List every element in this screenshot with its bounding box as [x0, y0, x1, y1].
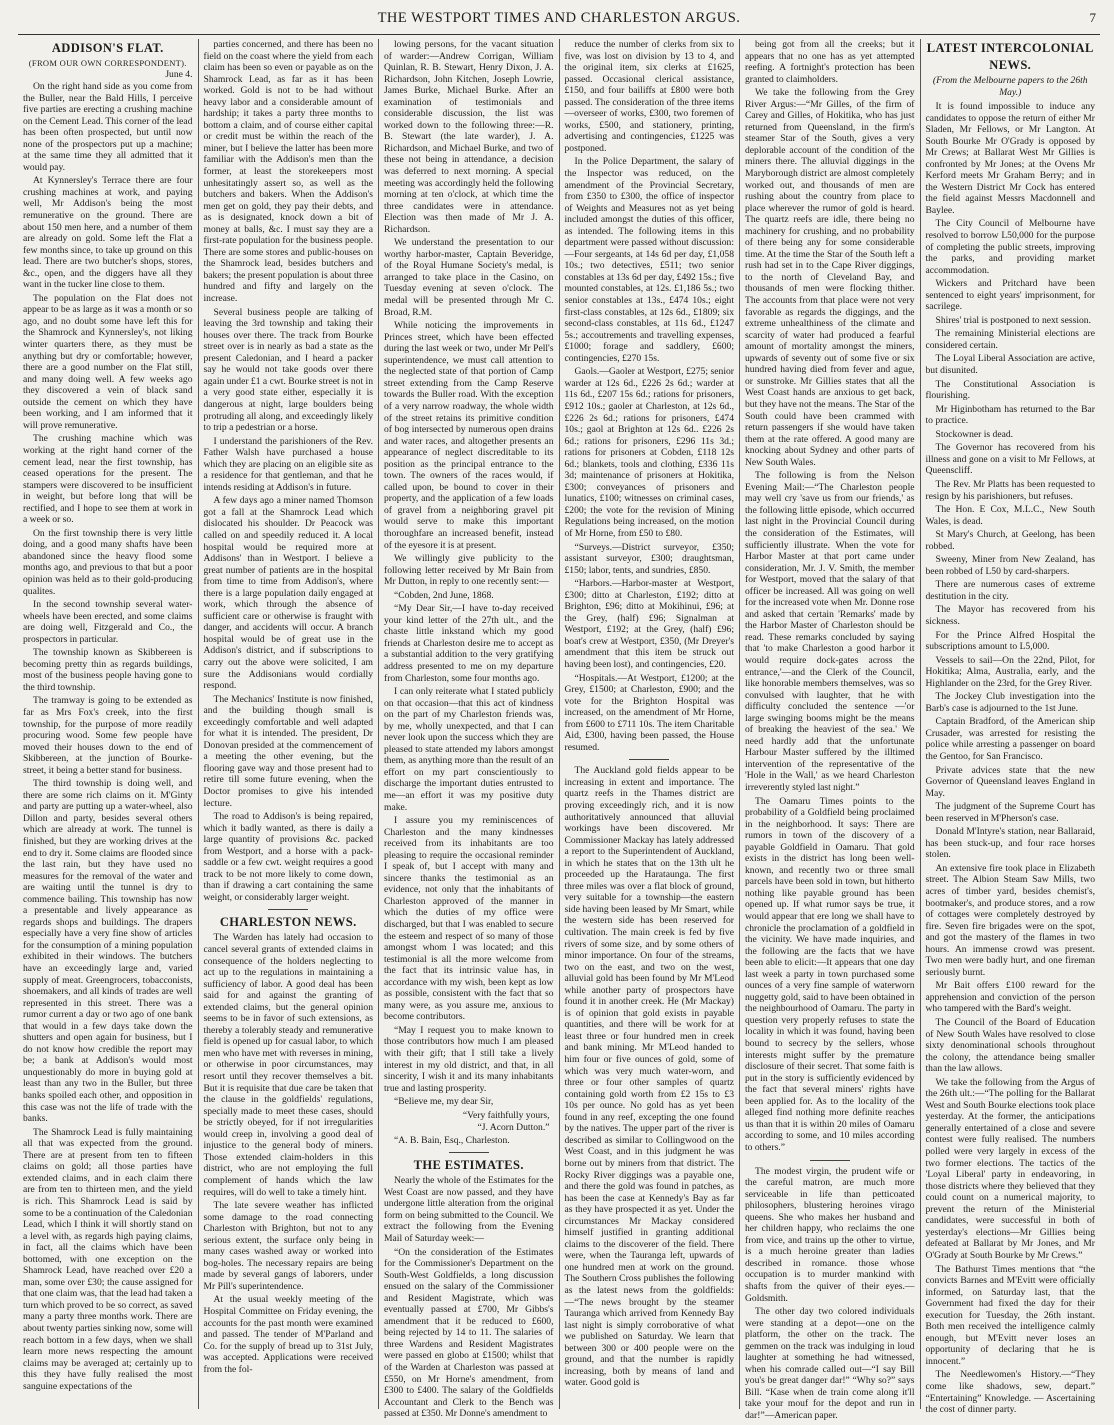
paragraph: At Kynnersley's Terrace there are four crushing machines at work, and paying well, Mr Addison's being the most remunerative on the ground. There are about 150 men here, and a number of them are already on gold. Some left the Flat a few months since, to take up ground on this lead. There are two butcher's shops, stores, &c., open, and the diggers have all they want in the tucker line close to them. [23, 175, 193, 291]
paragraph: The Mechanics' Institute is now finished, and the building though small is exceedingly comfortable and well adapted for what it is intended. The president, Dr Donovan presided at the commencement of a meeting the other evening, but the flooring gave way and those present had to retire till some future evening, when the Doctor promises to give his intended lecture. [203, 693, 373, 809]
article-heading-news: NEWS. [989, 58, 1032, 72]
paragraph: The Oamaru Times points to the probability of a Goldfield being proclaimed in the neighborhood. It says: There are rumors in town of the discovery of a payable Goldfield in Oamaru. That gold exists in the district has long been well-known, and recently two or three small parcels have been sold in town, but hitherto nothing like payable ground has been opened up. If what rumor says be true, it would appear that ere long we shall have to chronicle the proclamation of a goldfield in the vicinity. We have made inquiries, and the following are the facts that we have been able to elicit:—It appears that one day last week a party in town purchased some ounces of a very fine sample of waterworn nuggetty gold, said to have been obtained in the neighbourhood of Oamaru. The party in question very properly refuses to state the locality in which it was found, having been bound to secrecy by the sellers, whose interests might suffer by the premature disclosure of their secret. That some faith is put in the story is sufficiently evidenced by the fact that several miners' rights have been applied for. As to the locality of the alleged find nothing more definite reaches us than that it is within 20 miles of Oamaru according to some, and 10 miles according to others.” [745, 795, 915, 1153]
paragraph: “My Dear Sir,—I have to-day received your kind letter of the 27th ult., and the chaste little inkstand which my good friends at Charleston desire me to accept as a substantial addition to the very gratifying address presented to me on my departure from Charleston, some four months ago. [384, 603, 554, 684]
paragraph: The other day two colored individuals were standing at a depot—one on the platform, the other on the track. The gemmen on the track was indulging in loud laughter at something he had witnessed, when his comrade called out—“I say Bill you's be great danger dar!” “Why so?” says Bill. “Kase when de train come along it'll take your mouf for the depot and run in dar!”—American paper. [745, 1306, 915, 1421]
paragraph: There are numerous cases of extreme destitution in the city. [925, 579, 1095, 602]
article-heading-charleston-news: CHARLESTON NEWS. [219, 915, 357, 930]
paragraph: The third township is doing well, and there are some rich claims on it. M'Ginty and party are putting up a water-wheel, also Dillon and party, besides several others which are already at work. The tunnel is finished, but they are working drives at the end to dry it. Some claims are flooded since the last rain, but they have used no measures for the removal of the water and are waiting until the tunnel is dry to commence bailing. This township has now a presentable and lively appearance as regards shops and buildings. The drapers especially have a very fine show of articles for the consumption of a mining population exhibited in their windows. The butchers have an exceedingly large and, varied supply of meat. Greengrocers, tobacconists, shoemakers, and all kinds of trades are well represented in this street. There was a rumor current a day or two ago of one bank that would in a few days take down the shutters and open again for business, but I do not know how credible the report may be; a bank at Addison's would most unquestionably do more in buying gold at least than any two in the Buller, but three banks spoiled each other, and opposition in this case was not the life of trade with the banks. [23, 778, 193, 1125]
paragraph: The township known as Skibbereen is becoming pretty thin as regards buildings, most of the business people having gone to the third township. [23, 647, 193, 693]
paragraph: The judgment of the Supreme Court has been reserved in M'Pherson's case. [925, 801, 1095, 824]
paragraph: The Council of the Board of Education of New South Wales have resolved to close sixty denominational schools throughout the colony, the attendance being smaller than the law allows. [925, 1017, 1095, 1075]
article-body [384, 1175, 554, 1419]
paragraph: Nearly the whole of the Estimates for the West Coast are now passed, and they have undergone little alteration from the original form on being submitted to the Council. We extract the following from the Evening Mail of Saturday week:— [384, 1175, 554, 1244]
paragraph: We understand the presentation to our worthy harbor-master, Captain Beveridge, of the Royal Humane Society's medal, is arranged to take place in the Casino, on Tuesday evening at seven o'clock. The medal will be presented through Mr C. Broad, R.M. [384, 237, 554, 318]
paragraph: The tramway is going to be extended as far as Mrs Fox's creek, into the first township, for the purpose of more readily procuring wood. Some few people have moved their houses down to the end of Skibbereen, at the junction of Bourke-street, it being a better stand for business. [23, 695, 193, 776]
paragraph: Mr Higinbotham has returned to the Bar to practice. [925, 403, 1095, 427]
paragraph: “Surveys.—District surveyor, £350; assistant surveyor, £300; draughtsman, £150; labor, tents, and sundries, £850. [564, 541, 734, 576]
paragraph: The following is from the Nelson Evening Mail:—“The Charleston people may well cry 'save us from our friends,' as the following little episode, which occurred last night in the Provincial Council during the consideration of the Estimates, will sufficiently illustrate. When the vote for Harbor Master at that port came under consideration, Mr. J. V. Smith, the member for Westport, moved that the salary of that officer be increased. All was going on well for the increased vote when Mr. Donne rose and asked that certain 'Remarks' made by the Harbor Master of Charleston should be read. These remarks concluded by saying that 'to make Charleston a good harbor it would require dock-gates across the entrance,'—and the Clerk of the Council, like honorable members themselves, was so convulsed with laughter, that he with difficulty concluded the sentence —'or large swinging booms might be the means of breaking the heaviest of the sea.' We need hardly add that the unfortunate Harbour Master suffered by the illtimed intervention of the representative of the 'Hole in the Wall,' as we heard Charleston irreverently styled last night.” [745, 470, 915, 793]
source-byline: (From the Melbourne papers to the 26th May.) [932, 75, 1088, 98]
column-6 [921, 39, 1101, 1416]
paragraph: The Governor has recovered from his illness and gone on a visit to Mr Fellows, at Queenscliff. [925, 442, 1095, 477]
paragraph: “Cobden, 2nd June, 1868. [394, 589, 494, 601]
article-heading-addisons-flat: ADDISON'S FLAT. [51, 41, 164, 55]
paragraph: The road to Addison's is being repaired, which it badly wanted, as there is daily a large quantity of provisions &c. packed from Westport, and a horse with a pack-saddle or a few cwt. weight requires a good track to be not more likely to come down, than if drawing a cart containing the same weight, or considerably larger weight. [203, 811, 373, 903]
paragraph: Captain Bradford, of the American ship Crusader, was arrested for resisting the police while arresting a passenger on board the Gentoo, for San Francisco. [925, 716, 1095, 762]
paragraph: being got from all the creeks; but it appears that no one has as yet attempted reefing. A fortnight's protection has been granted to claimholders. [745, 39, 915, 85]
masthead [18, 8, 1100, 35]
dateline: June 4. [165, 69, 193, 80]
paragraph: Shires' trial is postponed to next session. [935, 314, 1091, 326]
paragraph: Private advices state that the new Governor of Queensland leaves England in May. [925, 764, 1095, 799]
article-body [565, 39, 735, 753]
paragraph: reduce the number of clerks from six to five, was lost on division by 13 to 4, and the original item, six clerks at £1625, passed. Occasional clerical assistance, £150, and four bailiffs at £800 were both passed. The consideration of the three items—overseer of works, £300, two foremen of works, £500, and stationery, printing, advertising and contingencies, £1225 was postponed. [564, 39, 734, 154]
paragraph: The remaining Ministerial elections are considered certain. [925, 328, 1095, 351]
column-1 [18, 39, 199, 1409]
paragraph: Wickers and Pritchard have been sentenced to eight years' imprisonment, for sacrilege. [925, 278, 1095, 313]
article-heading-estimates: THE ESTIMATES. [413, 1158, 524, 1173]
article-body [926, 101, 1096, 1416]
paragraph: The Bathurst Times mentions that “the convicts Barnes and M'Evitt were officially informed, on Saturday last, that the Government had fixed the day for their execution for Tuesday, the 26th instant. Both men received the intelligence calmly enough, but M'Evitt never loses an opportunity of declaring that he is innocent.” [925, 1263, 1095, 1367]
paragraph: We take the following from the Argus of the 26th ult.:—“The polling for the Ballarat West and South Bourke elections took place yesterday. At the former, the anticipations generally entertained of a close and severe contest were fully realised. The numbers polled were very largely in excess of the two former elections. The tactics of the 'Loyal Liberal' party in endeavoring, in those districts where they believed that they could count on a numerical majority, to prevent the return of the Ministerial candidates, were successful in both of yesterday's elections—Mr Gillies being defeated at Ballarat by Mr Jones, and Mr O'Grady at South Bourke by Mr Crews.” [925, 1076, 1095, 1261]
paragraph: The Warden has lately had occasion to cancel several grants of extended claims in consequence of the holders neglecting to act up to the regulations in maintaining a sufficiency of labor. A good deal has been said for and against the granting of extended claims, but the general opinion seems to be in favor of such extensions, as thereby a tolerably steady and remunerative field is opened up for casual labor, to which men who have met with reverses in mining, or otherwise in poor circumstances, may resort until they recover themselves a bit. But it is requisite that due care be taken that the clause in the goldfields' regulations, specially made to meet these cases, should be strictly obeyed, for if not irregularities would creep in, involving a good deal of injustice to the general body of miners. Those extended claim-holders in this district, who are not employing the full complement of hands which the law requires, will do well to take a timely hint. [203, 932, 373, 1198]
paragraph: A few days ago a miner named Thomson got a fall at the Shamrock Lead which dislocated his shoulder. Dr Peacock was called on and speedily reduced it. A local hospital would be required more at Addisons' than in Westport. I believe a great number of patients are in the hospital from time to time from Addison's, where there is a large population daily engaged at work, which through the absence of sufficient care or otherwise is fraught with danger, and accidents will occur. A branch hospital would be of great use in the Addison's district, and if subscriptions to carry out the above were solicited, I am sure the Addisonians would cordially respond. [203, 495, 373, 692]
paragraph: “Harbors.—Harbor-master at Westport, £300; ditto at Charleston, £192; ditto at Brighton, £96; ditto at Mokihinui, £96; at the Grey, (half) £96; Signalman at Westport, £192; at the Grey, (half) £96; boat's crew at Westport, £350, (Mr Dreyer's amendment that this item be struck out having been lost), and contingencies, £20. [564, 578, 734, 670]
paragraph: parties concerned, and there has been no field on the coast where the yield from each claim has been so even or payable as on the Shamrock Lead, as far as it has been worked. Gold is not to be had without heavy labor and a considerable amount of hardship; it takes a party three months to bottom a claim, and of course either capital or credit must be within the reach of the miner, but I believe the latter has been more familiar with the Addison's men than the former, at least the storekeepers most unhesitatingly assert so, as well as the butchers and bakers. When the Addison's men get on gold, they pay their debts, and as is designated, knock down a bit of money at balls, &c. I must say they are a first-rate population for the business people. There are some stores and public-houses on the Shamrock lead, besides butchers and bakers; the present population is about three hundred and fifty and largely on the increase. [203, 39, 373, 305]
article-body [565, 765, 735, 1389]
divider [449, 1152, 489, 1153]
paragraph: The Needlewomen's History.—“They come like shadows, sew, depart.” “Entertaining” Knowledge. — Ascertaining the cost of dinner party. [925, 1369, 1095, 1416]
paragraph: The late severe weather has inflicted some damage to the road connecting Charleston with Brighton, but not to any serious extent, the surface only being in many cases washed away or worked into bog-holes. The necessary repairs are being made by several gangs of laborers, under Mr Pill's superintendence. [203, 1200, 373, 1292]
columns [18, 39, 1100, 1421]
article-body [23, 81, 193, 1392]
paragraph: “May I request you to make known to those contributors how much I am pleased with their gift; that I still take a lively interest in my old district, and that, in all sincerity, I wish it and its many inhabitants true and lasting prosperity. [384, 1024, 554, 1094]
paragraph: In the Police Department, the salary of the Inspector was reduced, on the amendment of the Provincial Secretary, from £350 to £300, the office of inspector of Weights and Measures not as yet being included amongst the duties of this officer, as intended. The following items in this department were passed without discussion:—Four sergeants, at 14s 6d per day, £1,058 10s.; two detectives, £511; two senior constables at 13s 6d per day, £492 15s.; five mounted constables, at 12s. £1,186 5s.; two senior constables at 13s., £474 10s.; eight first-class constables, at 12s 6d., £1809; six second-class constables, at 11s 6d., £1247 5s.; accoutrements and travelling expenses, £1000; forage and saddlery, £600; contingencies, £270 15s. [564, 156, 734, 364]
paragraph: The Constitutional Association is flourishing. [925, 378, 1095, 402]
paragraph: “Believe me, my dear Sir, [394, 1096, 494, 1108]
column-4 [560, 39, 741, 1409]
article-body [745, 39, 915, 1154]
article-body [204, 39, 374, 903]
paragraph: The City Council of Melbourne have resolved to borrow L50,000 for the purpose of completing the public streets, improving the parks, and providing market accommodation. [925, 218, 1095, 276]
paragraph: The Mayor has recovered from his sickness. [925, 604, 1095, 627]
paragraph: While noticing the improvements in Princes street, which have been effected during the last week or two, under Mr Pell's superintendence, we must call attention to the neglected state of that portion of Camp street extending from the Camp Reserve towards the Buller road. With the exception of a very narrow roadway, the whole width of the street retains its primitive condition of bog intersected by numerous open drains and water races, and altogether presents an appearance of neglect discreditable to its position as the principal entrance to the town. The owners of the races would, if called upon, be bound to cover in their property, and the application of a few loads of gravel from a neighboring gravel pit would serve to make this important thoroughfare an increased benefit, instead of the eyesore it is at present. [384, 320, 554, 551]
paragraph: The crushing machine which was working at the right hand corner of the cement lead, near the first township, has ceased operations for the present. The stampers were discovered to be insufficient in weight, but before long that will be rectified, and I hope to see them at work in a week or so. [23, 433, 193, 526]
paragraph: In the second township several water-wheels have been erected, and some claims are doing well, Fitzgerald and Co., the prospectors in particular. [23, 599, 193, 645]
paragraph: I assure you my reminiscences of Charleston and the many kindnesses received from its inhabitants are too pleasing to require the occasional reminder I speak of, but I accept with many and sincere thanks the testimonial as an evidence, not only that the inhabitants of Charleston approved of the manner in which the duties of my office were discharged, but that I was enabled to secure the esteem and respect of so many of those amongst whom I was located; and this testimonial is all the more welcome from the fact that its intrinsic value has, in accordance with my wish, been kept as low as possible, consistent with the fact that so many were, as you assure me, anxious to become contributors. [384, 815, 554, 1023]
paragraph: Donald M'Intyre's station, near Ballaraid, has been stuck-up, and four race horses stolen. [925, 826, 1095, 861]
paragraph: The Auckland gold fields appear to be increasing in extent and importance. The quartz reefs in the Thames district are proving exceedingly rich, and it is now authoritatively announced that alluvial workings have been discovered. Mr Commissioner Mackay has lately addressed a report to the Superintendent of Auckland, in which he states that on the 13th ult he proceeded up the Harataunga. The first three miles was over a flat block of ground, very suitable for a township—the eastern side having been leased by Mr Smart, while the western side has been reserved for cultivation. The main creek is fed by five rivers of some size, and by some others of minor importance. On four of the streams, two on the east, and two on the west, alluvial gold has been found by Mr M'Leod while another party of prospectors have found it in another creek. He (Mr Mackay) is of opinion that gold exists in payable quantities, and there will be work for at least three or four hundred men in creek and bank mining. Mr M'Leod handed to him four or five ounces of gold, some of which was very much water-worn, and three or four other samples of quartz containing gold worth from £2 15s to £3 10s per ounce. No gold has as yet been found in any reef, excepting the one found by the natives. The upper part of the river is described as similar to Collingwood on the West Coast, and in this judgment he was borne out by miners from that district. The Rocky River diggings was a payable one, and there the gold was found in patches, as has been the case at Kennedy's Bay as far as they have prospected it as yet. Under the circumstances Mr Mackay considered himself justified in granting additional claims to the discoverer of the field. There were, when the Tauranga left, upwards of one hundred men at work on the ground. The Southern Cross publishes the following as the latest news from the goldfields:—“The news brought by the steamer Tauranga which arrived from Kennedy Bay last night is simply corroborative of what we published on Saturday. We learn that between 300 or 400 people were on the ground, and that the number is rapidly increasing, both by means of land and water. Good gold is [564, 765, 734, 1389]
letter-signature: “J. Acorn Dutton.” [477, 1122, 550, 1134]
paragraph: The Hon. E Cox, M.L.C., New South Wales, is dead. [925, 504, 1095, 527]
column-3 [379, 39, 560, 1420]
paragraph: At the usual weekly meeting of the Hospital Committee on Friday evening, the accounts for the past month were examined and passed. The tender of M'Parland and Co. for the supply of bread up to 31st July, was accepted. Applications were received from the fol- [203, 1294, 373, 1375]
paragraph: Mr Bait offers £100 reward for the apprehension and conviction of the person who tampered with the Bard's weight. [925, 980, 1095, 1015]
paragraph: The population on the Flat does not appear to be as large as it was a month or so ago, and no doubt some have left this for the Shamrock and Kynnersley's, not liking winter quarters there, as they must be anything but dry or comfortable; however, there are a good number on the Flat still, and many doing well. A few weeks ago they discovered a vein of black sand outside the cement on which they have been working, and I am informed that it will prove remunerative. [23, 292, 193, 431]
paragraph: Sweeny, Miner from New Zealand, has been robbed of L50 by card-sharpers. [925, 554, 1095, 577]
divider [810, 1160, 850, 1161]
paragraph: We take the following from the Grey River Argus:—“Mr Gilles, of the firm of Carey and Gilles, of Hokitika, who has just returned from Queensland, in the firm's steamer Star of the South, gives a very deplorable account of the condition of the miners there. The alluvial diggings in the Maryborough district are almost completely worked out, and thousands of men are rushing about the country from place to place wherever the rumor of gold is heard. The quartz reefs are idle, there being no machinery for crushing, and no probability of there being any for some considerable time. At the time the Star of the South left a rush had set in to the Cape River diggings, to the north of Cleveland Bay, and thousands of men were flocking thither. The accounts from that place were not very favorable as regards the diggings, and the extreme unhealthiness of the climate and scarcity of water had produced a fearful amount of mortality amongst the miners, upwards of seventy out of some five or six hundred having died from fever and ague, or sunstroke. Mr Gillies states that all the West Coast hands are anxious to get back, but they have not the means. The Star of the South could have been crammed with return passengers if she would have taken them at the rate offered. A good many are knocking about Sydney and other parts of New South Wales. [745, 87, 915, 468]
paragraph: lowing persons, for the vacant situation of warder:—Andrew Corrigan, William Quinlan, R. B. Stewart, Henry Dixon, J. A. Richardson, John Kitchen, Joseph Lowrie, James Burke, Michael Burke. After an examination of testimonials and considerable discussion, the list was worked down to the following three:—R. B. Stewart (the late warder), J. A. Richardson, and Michael Burke, and two of these not being in attendance, a decision was deferred to next morning. A special meeting was accordingly held the following morning at ten o'clock, at which time the three candidates were in attendance. Election was then made of Mr J. A. Richardson. [384, 39, 554, 235]
correspondent-line: (FROM OUR OWN CORRESPONDENT). [28, 58, 187, 68]
page-number: 7 [1089, 10, 1096, 25]
paragraph: For the Prince Alfred Hospital the subscriptions amount to L5,000. [925, 629, 1095, 653]
letter-addressee: “A. B. Bain, Esq., Charleston. [394, 1134, 510, 1146]
paragraph: It is found impossible to induce any candidates to oppose the return of either Mr Sladen, Mr Fellows, or Mr Langton. At South Bourke Mr O'Grady is opposed by Mr Crews; at Ballarat West Mr Gillies is confronted by Mr Jones; at the Ovens Mr Kerford meets Mr Graham Berry; and in the Western District Mr Cock has entered the field against Messrs Macdonnell and Baylee. [925, 101, 1095, 216]
paragraph: St Mary's Church, at Geelong, has been robbed. [925, 529, 1095, 552]
paragraph: Gaols.—Gaoler at Westport, £275; senior warder at 12s 6d., £226 2s 6d.; warder at 11s 6d., £207 15s 6d.; rations for prisoners, £912 10s.; gaoler at Charleston, at 12s 6d., £226 2s 6d.; rations for prisoners, £474 10s.; gaol at Brighton at 12s 6d.. £226 2s 6d.; rations for prisoners, £296 11s 3d.; rations for prisoners at Cobden, £118 12s 6d.; blankets, tools and clothing, £336 11s 3d; maintenance of prisoners at Hokitika, £300; conveyances of prisoners and lunatics, £100; witnesses on criminal cases, £200; the vote for the revision of Mining Regulations being increased, on the motion of Mr Horne, from £50 to £80. [564, 366, 734, 539]
paragraph: “Hospitals.—At Westport, £1200; at the Grey, £1500; at Charleston, £900; and the vote for the Brighton Hospital was increased, on the amendment of Mr Horne, from £600 to £711 10s. The item Charitable Aid, £300, having been passed, the House resumed. [564, 672, 734, 753]
column-2 [199, 39, 380, 1409]
article-body [204, 932, 374, 1375]
paragraph: Stockowner is dead. [935, 428, 1014, 440]
paragraph: Several business people are talking of leaving the 3rd township and taking their houses over there. The track from Bourke street over is in nearly as bad a state as the present Caledonian, and I heard a packer say he would not take goods over there again under £1 a cwt. Bourke street is not in a very good state either, especially it is dangerous at night, large boulders being protruding all along, and exceedingly likely to trip a pedestrian or a horse. [203, 306, 373, 434]
column-5 [740, 39, 921, 1421]
paragraph: The Jockey Club investigation into the Barb's case is adjourned to the 1st June. [925, 691, 1095, 714]
divider [629, 759, 669, 760]
article-body [745, 1166, 915, 1422]
divider [268, 909, 308, 910]
paragraph: The Loyal Liberal Association are active, but disunited. [925, 353, 1095, 377]
article-heading-intercolonial: LATEST INTERCOLONIAL [926, 41, 1094, 55]
paragraph: On the first township there is very little doing, and a good many shafts have been abandoned since the heavy flood some months ago, and previous to that but a poor opinion was held as to their gold-producing qualites. [23, 527, 193, 597]
paragraph: The Shamrock Lead is fully maintaining all that was expected from the ground. There are at present from ten to fifteen claims on gold; all those parties have extended claims, and in each claim there are from ten to thirteen men, and the yield is rich. This Shamrock Lead is said by some to be a continuation of the Caledonian Lead, which I think it will shortly stand on a level with, as regards high paying claims, in fact, all the claims which have been bottomed, with one exception on the Shamrock Lead, have reached over £20 a man, some over £30; the cause assigned for that one claim was, that the lead had taken a turn which proved to be so correct, as saved many a party three months work. There are about twenty parties sinking now, some will reach bottom in a few days, when we shall learn more news respecting the amount claims may be averaged at; certainly up to this they have fully realised the most sanguine expectations of the [23, 1126, 193, 1392]
paragraph: On the right hand side as you come from the Buller, near the Bald Hills, I perceive five parties are erecting a crushing machine on the Cement Lead. This corner of the lead has been often prospected, but until now none of the prospectors put up a machine; at the same time they all admitted that it would pay. [23, 81, 193, 173]
article-body [384, 39, 554, 1108]
paragraph: Vessels to sail—On the 22nd, Pilot, for Hokitika; Alma, Australia, early, and the Highlander on the 23rd, for the Grey River. [925, 654, 1095, 689]
newspaper-title: THE WESTPORT TIMES AND CHARLESTON ARGUS. [377, 10, 741, 26]
paragraph: I can only reiterate what I stated publicly on that occasion—that this act of kindness on the part of my Charleston friends was, by me, wholly unexpected, and that I can never look upon the success which they are pleased to state attended my labors amongst them, as anything more than the result of an effort on my part conscientiously to discharge the important duties entrusted to me—an effort it was my positive duty make. [384, 686, 554, 813]
paragraph: “On the consideration of the Estimates for the Commissioner's Department on the South-West Goldfields, a long discussion ensued on the salary of the Commissioner and Resident Magistrate, which was eventually passed at £700, Mr Gibbs's amendment that it be reduced to £600, being rejected by 14 to 11. The salaries of three Wardens and Resident Magistrates were passed en globo at £1500; whilst that of the Warden at Charleston was passed at £550, on Mr Horne's amendment, from £300 to £400. The salary of the Goldfields Accountant and Clerk to the Bench was passed at £350. Mr Donne's amendment to [384, 1246, 554, 1420]
paragraph: The Rev. Mr Platts has been requested to resign by his parishioners, but refuses. [925, 478, 1095, 502]
paragraph: I understand the parishioners of the Rev. Father Walsh have purchased a house which they are placing on an eligible site as a residence for that gentleman, and that he intends residing at Addison's in future. [203, 435, 373, 493]
paragraph: The modest virgin, the prudent wife or the careful matron, are much more serviceable in life than petticoated philosophers, blustering heroines virago queens. She who makes her husband and her children happy, who reclaims the one from vice, and trains up the other to virtue, is a much heroine greater than ladies described in romance. those whose occupation is to murder mankind with shafts from the quiver of their eyes.—Goldsmith. [745, 1165, 915, 1304]
paragraph: An extensive fire took place in Elizabeth street. The Albion Steam Saw Mills, two acres of timber yard, besides chemist's, bootmaker's, and produce stores, and a row of cottages were completely destroyed by fire. Seven fire brigades were on the spot, and got the mastery of the flames in two hours. An immense crowd was present. Two men were badly hurt, and one fireman seriously burnt. [925, 862, 1095, 978]
letter-closing: “Very faithfully yours, [462, 1109, 550, 1121]
paragraph: We willingly give publicity to the following letter received by Mr Bain from Mr Dutton, in reply to one recently sent:— [384, 553, 554, 588]
